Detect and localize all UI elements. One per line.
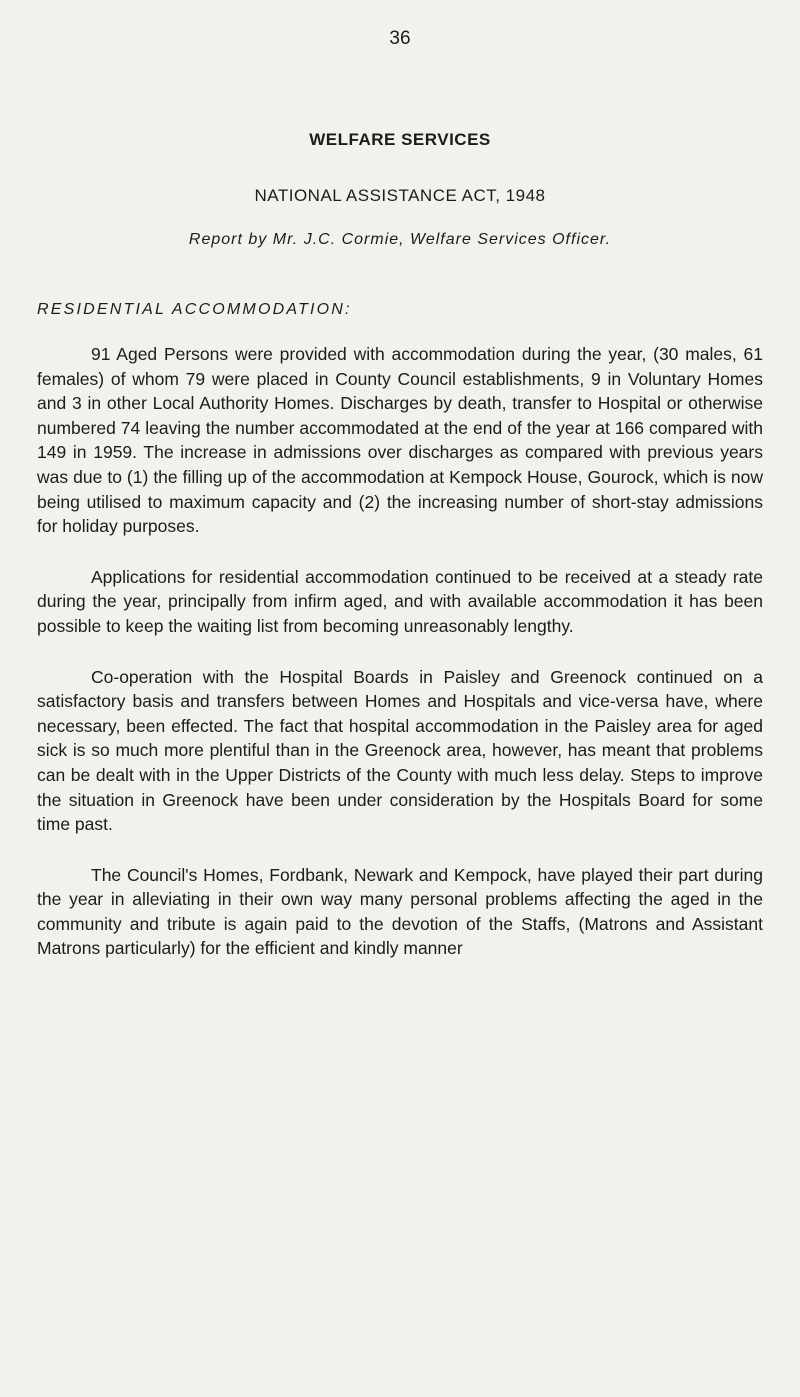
section-heading: RESIDENTIAL ACCOMMODATION: — [37, 301, 352, 318]
report-byline: Report by Mr. J.C. Cormie, Welfare Services Officer. — [188, 231, 612, 248]
paragraph: The Council's Homes, Fordbank, Newark and Kempock, have played their part during the year in alleviating in their own way many personal problems affecting the aged in the community and tribute is again paid to the devotion of the Staffs, (Matrons and Assistant Matrons particularly) for the efficient and kindly manner — [37, 864, 763, 959]
paragraph: Co-operation with the Hospital Boards in Paisley and Greenock continued on a satisfactory basis and transfers between Homes and Hospitals and vice-versa have, where necessary, been effected. The fact that hospital accommodation in the Paisley area for aged sick is so much more plentiful than in the Greenock area, however, has meant that problems can be dealt with in the Upper Districts of the County with much less delay. Steps to improve the situation in Greenock have been under consideration by the Hospitals Board for some time past. — [37, 666, 763, 835]
paragraph: Applications for residential accommodation continued to be received at a steady rate during the year, principally from infirm aged, and with available accommodation it has been possible to keep the waiting list from becoming unreasonably lengthy. — [37, 566, 763, 636]
page-title: WELFARE SERVICES — [309, 130, 491, 149]
section-body — [37, 342, 763, 987]
act-subtitle: NATIONAL ASSISTANCE ACT, 1948 — [254, 186, 546, 205]
page-number: 36 — [389, 28, 411, 49]
paragraph: 91 Aged Persons were provided with accommodation during the year, (30 males, 61 females) of whom 79 were placed in County Council establishments, 9 in Voluntary Homes and 3 in other Local Authority Homes. Discharges by death, transfer to Hospital or otherwise numbered 74 leaving the number accommodated at the end of the year at 166 compared with 149 in 1959. The increase in admissions over discharges as compared with previous years was due to (1) the filling up of the accommodation at Kempock House, Gourock, which is now being utilised to maximum capacity and (2) the increasing number of short-stay admissions for holiday purposes. — [37, 344, 763, 537]
